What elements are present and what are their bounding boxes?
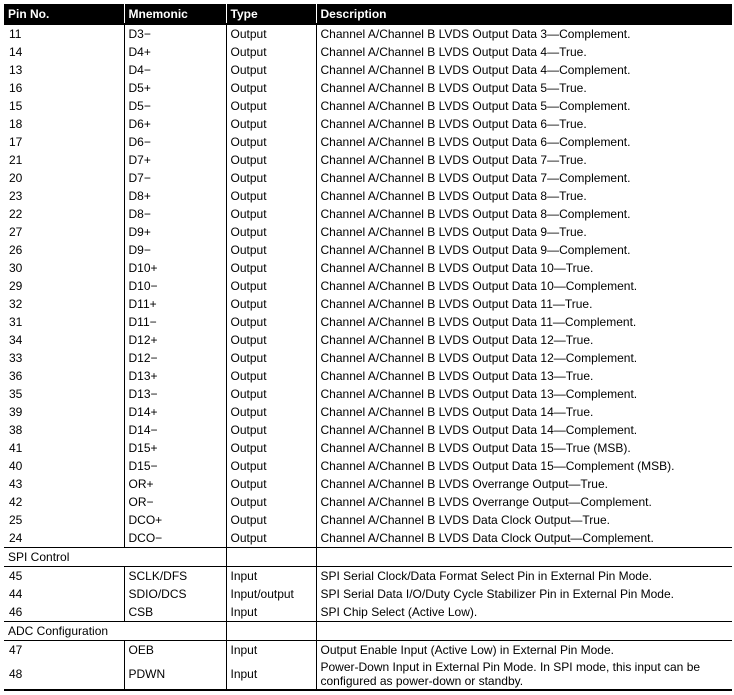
table-row <box>4 421 732 439</box>
table-row <box>4 367 732 385</box>
type-cell: Output <box>226 97 316 115</box>
pin-cell: 35 <box>9 387 23 401</box>
description-cell: SPI Serial Data I/O/Duty Cycle Stabilizer Pin in External Pin Mode. <box>316 585 732 603</box>
table-row <box>4 385 732 403</box>
pin-cell: 41 <box>9 441 23 455</box>
type-cell: Output <box>226 457 316 475</box>
description-cell: SPI Chip Select (Active Low). <box>316 603 732 622</box>
description-cell: Channel A/Channel B LVDS Overrange Output—Complement. <box>316 493 732 511</box>
mnemonic-cell: OR+ <box>124 475 226 493</box>
type-cell: Input/output <box>226 585 316 603</box>
mnemonic-cell: D7− <box>124 169 226 187</box>
table-row <box>4 259 732 277</box>
description-cell: Channel A/Channel B LVDS Output Data 11—Complement. <box>316 313 732 331</box>
table-row <box>4 43 732 61</box>
description-cell: Channel A/Channel B LVDS Output Data 6—True. <box>316 115 732 133</box>
mnemonic-cell: CSB <box>124 603 226 622</box>
type-cell: Output <box>226 223 316 241</box>
header-pin-no: Pin No. <box>4 4 124 24</box>
type-cell: Output <box>226 241 316 259</box>
pin-cell: 27 <box>9 225 23 239</box>
mnemonic-cell: D10+ <box>124 259 226 277</box>
mnemonic-cell: D14+ <box>124 403 226 421</box>
table-row <box>4 659 732 690</box>
table-row <box>4 277 732 295</box>
section-label: SPI Control <box>4 548 226 567</box>
mnemonic-cell: D4+ <box>124 43 226 61</box>
mnemonic-cell: OEB <box>124 641 226 660</box>
pin-function-table <box>4 4 732 691</box>
mnemonic-cell: D3− <box>124 24 226 43</box>
table-row <box>4 24 732 43</box>
description-cell: Channel A/Channel B LVDS Data Clock Output—True. <box>316 511 732 529</box>
pin-cell: 16 <box>9 81 23 95</box>
description-cell: Channel A/Channel B LVDS Output Data 4—Complement. <box>316 61 732 79</box>
pin-cell: 39 <box>9 405 23 419</box>
section-row <box>4 548 732 567</box>
type-cell: Output <box>226 115 316 133</box>
mnemonic-cell: D6+ <box>124 115 226 133</box>
pin-cell: 21 <box>9 153 23 167</box>
table-row <box>4 313 732 331</box>
type-cell: Output <box>226 61 316 79</box>
header-mnemonic: Mnemonic <box>124 4 226 24</box>
type-cell: Input <box>226 659 316 690</box>
table-row <box>4 115 732 133</box>
type-cell: Output <box>226 331 316 349</box>
description-cell: Channel A/Channel B LVDS Output Data 14—True. <box>316 403 732 421</box>
type-cell: Input <box>226 641 316 660</box>
table-row <box>4 169 732 187</box>
mnemonic-cell: D9+ <box>124 223 226 241</box>
type-cell: Output <box>226 205 316 223</box>
mnemonic-cell: D13+ <box>124 367 226 385</box>
description-cell: Channel A/Channel B LVDS Output Data 5—Complement. <box>316 97 732 115</box>
table-row <box>4 79 732 97</box>
table-row <box>4 205 732 223</box>
mnemonic-cell: D7+ <box>124 151 226 169</box>
pin-cell: 47 <box>4 641 124 660</box>
description-cell: Channel A/Channel B LVDS Output Data 4—True. <box>316 43 732 61</box>
pin-cell: 23 <box>9 189 23 203</box>
pin-cell: 31 <box>9 315 23 329</box>
table-row <box>4 603 732 622</box>
description-cell: Channel A/Channel B LVDS Output Data 8—True. <box>316 187 732 205</box>
type-cell: Output <box>226 511 316 529</box>
type-cell: Output <box>226 169 316 187</box>
table-row <box>4 457 732 475</box>
mnemonic-cell: SCLK/DFS <box>124 567 226 586</box>
type-cell: Output <box>226 349 316 367</box>
mnemonic-cell: D15+ <box>124 439 226 457</box>
description-cell: Channel A/Channel B LVDS Output Data 11—True. <box>316 295 732 313</box>
pin-cell: 46 <box>9 605 23 619</box>
description-cell: Channel A/Channel B LVDS Output Data 9—True. <box>316 223 732 241</box>
type-cell: Output <box>226 493 316 511</box>
pin-cell: 22 <box>9 207 23 221</box>
pin-cell: 14 <box>9 45 23 59</box>
mnemonic-cell: D8+ <box>124 187 226 205</box>
table-row <box>4 567 732 586</box>
table-body <box>4 24 732 690</box>
type-cell: Output <box>226 79 316 97</box>
table-row <box>4 241 732 259</box>
section-label: ADC Configuration <box>4 622 226 641</box>
mnemonic-cell: D10− <box>124 277 226 295</box>
table-row <box>4 97 732 115</box>
pin-cell: 13 <box>9 63 23 77</box>
description-cell: Output Enable Input (Active Low) in External Pin Mode. <box>316 641 732 660</box>
mnemonic-cell: D15− <box>124 457 226 475</box>
pin-cell: 20 <box>9 171 23 185</box>
pin-cell: 30 <box>9 261 23 275</box>
type-cell: Output <box>226 529 316 548</box>
type-cell: Output <box>226 133 316 151</box>
description-cell: Channel A/Channel B LVDS Output Data 7—True. <box>316 151 732 169</box>
mnemonic-cell: D12− <box>124 349 226 367</box>
pin-cell: 11 <box>9 27 22 41</box>
type-cell: Input <box>226 567 316 586</box>
table-row <box>4 349 732 367</box>
pin-cell: 45 <box>4 567 124 586</box>
empty-cell <box>226 548 316 567</box>
type-cell: Output <box>226 43 316 61</box>
pin-cell: 33 <box>9 351 23 365</box>
empty-cell <box>316 622 732 641</box>
type-cell: Output <box>226 439 316 457</box>
description-cell: Channel A/Channel B LVDS Output Data 14—Complement. <box>316 421 732 439</box>
description-cell: Channel A/Channel B LVDS Output Data 5—True. <box>316 79 732 97</box>
mnemonic-cell: SDIO/DCS <box>124 585 226 603</box>
description-cell: Channel A/Channel B LVDS Output Data 13—True. <box>316 367 732 385</box>
table-row <box>4 223 732 241</box>
empty-cell <box>226 622 316 641</box>
description-cell: Channel A/Channel B LVDS Output Data 12—True. <box>316 331 732 349</box>
table-row <box>4 493 732 511</box>
pin-cell: 17 <box>9 135 23 149</box>
description-cell: Channel A/Channel B LVDS Output Data 15—Complement (MSB). <box>316 457 732 475</box>
type-cell: Output <box>226 295 316 313</box>
type-cell: Input <box>226 603 316 622</box>
table-row <box>4 585 732 603</box>
description-cell: Channel A/Channel B LVDS Output Data 8—Complement. <box>316 205 732 223</box>
type-cell: Output <box>226 403 316 421</box>
mnemonic-cell: D11+ <box>124 295 226 313</box>
empty-cell <box>316 548 732 567</box>
description-cell: Channel A/Channel B LVDS Output Data 3—Complement. <box>316 24 732 43</box>
table-row <box>4 641 732 660</box>
pin-cell: 43 <box>9 477 23 491</box>
description-cell: Channel A/Channel B LVDS Output Data 12—Complement. <box>316 349 732 367</box>
pin-cell: 24 <box>9 531 23 545</box>
table-row <box>4 529 732 548</box>
pin-cell: 25 <box>9 513 23 527</box>
description-cell: Channel A/Channel B LVDS Output Data 7—Complement. <box>316 169 732 187</box>
description-cell: Channel A/Channel B LVDS Output Data 13—Complement. <box>316 385 732 403</box>
table-row <box>4 475 732 493</box>
pin-cell: 42 <box>9 495 23 509</box>
description-cell: Channel A/Channel B LVDS Output Data 6—Complement. <box>316 133 732 151</box>
section-row <box>4 622 732 641</box>
mnemonic-cell: D8− <box>124 205 226 223</box>
pin-cell: 29 <box>9 279 23 293</box>
type-cell: Output <box>226 475 316 493</box>
pin-cell: 48 <box>4 659 124 690</box>
mnemonic-cell: DCO− <box>124 529 226 548</box>
pin-cell: 34 <box>9 333 23 347</box>
pin-cell: 36 <box>9 369 23 383</box>
type-cell: Output <box>226 421 316 439</box>
type-cell: Output <box>226 385 316 403</box>
mnemonic-cell: OR− <box>124 493 226 511</box>
pin-cell: 38 <box>9 423 23 437</box>
mnemonic-cell: D4− <box>124 61 226 79</box>
table-row <box>4 133 732 151</box>
table-row <box>4 187 732 205</box>
header-description: Description <box>316 4 732 24</box>
mnemonic-cell: D9− <box>124 241 226 259</box>
table-row <box>4 439 732 457</box>
description-cell: Channel A/Channel B LVDS Output Data 9—Complement. <box>316 241 732 259</box>
type-cell: Output <box>226 313 316 331</box>
type-cell: Output <box>226 151 316 169</box>
table-row <box>4 511 732 529</box>
table-row <box>4 151 732 169</box>
pin-cell: 44 <box>9 587 23 601</box>
description-cell: Channel A/Channel B LVDS Data Clock Output—Complement. <box>316 529 732 548</box>
pin-cell: 18 <box>9 117 23 131</box>
description-cell: Channel A/Channel B LVDS Output Data 10—True. <box>316 259 732 277</box>
description-cell: Channel A/Channel B LVDS Overrange Output—True. <box>316 475 732 493</box>
table-row <box>4 295 732 313</box>
pin-cell: 26 <box>9 243 23 257</box>
table-row <box>4 331 732 349</box>
type-cell: Output <box>226 24 316 43</box>
pin-cell: 32 <box>9 297 23 311</box>
table-row <box>4 403 732 421</box>
mnemonic-cell: D5− <box>124 97 226 115</box>
description-cell: Channel A/Channel B LVDS Output Data 15—True (MSB). <box>316 439 732 457</box>
type-cell: Output <box>226 259 316 277</box>
type-cell: Output <box>226 277 316 295</box>
mnemonic-cell: D5+ <box>124 79 226 97</box>
type-cell: Output <box>226 187 316 205</box>
mnemonic-cell: D14− <box>124 421 226 439</box>
mnemonic-cell: D12+ <box>124 331 226 349</box>
mnemonic-cell: DCO+ <box>124 511 226 529</box>
mnemonic-cell: PDWN <box>124 659 226 690</box>
description-cell: Channel A/Channel B LVDS Output Data 10—Complement. <box>316 277 732 295</box>
pin-cell: 40 <box>9 459 23 473</box>
mnemonic-cell: D6− <box>124 133 226 151</box>
pin-cell: 15 <box>9 99 23 113</box>
mnemonic-cell: D11− <box>124 313 226 331</box>
description-cell: SPI Serial Clock/Data Format Select Pin in External Pin Mode. <box>316 567 732 586</box>
description-cell: Power-Down Input in External Pin Mode. In SPI mode, this input can be configured as power-down or standby. <box>316 659 732 690</box>
header-type: Type <box>226 4 316 24</box>
type-cell: Output <box>226 367 316 385</box>
table-header-row <box>4 4 732 24</box>
mnemonic-cell: D13− <box>124 385 226 403</box>
table-row <box>4 61 732 79</box>
